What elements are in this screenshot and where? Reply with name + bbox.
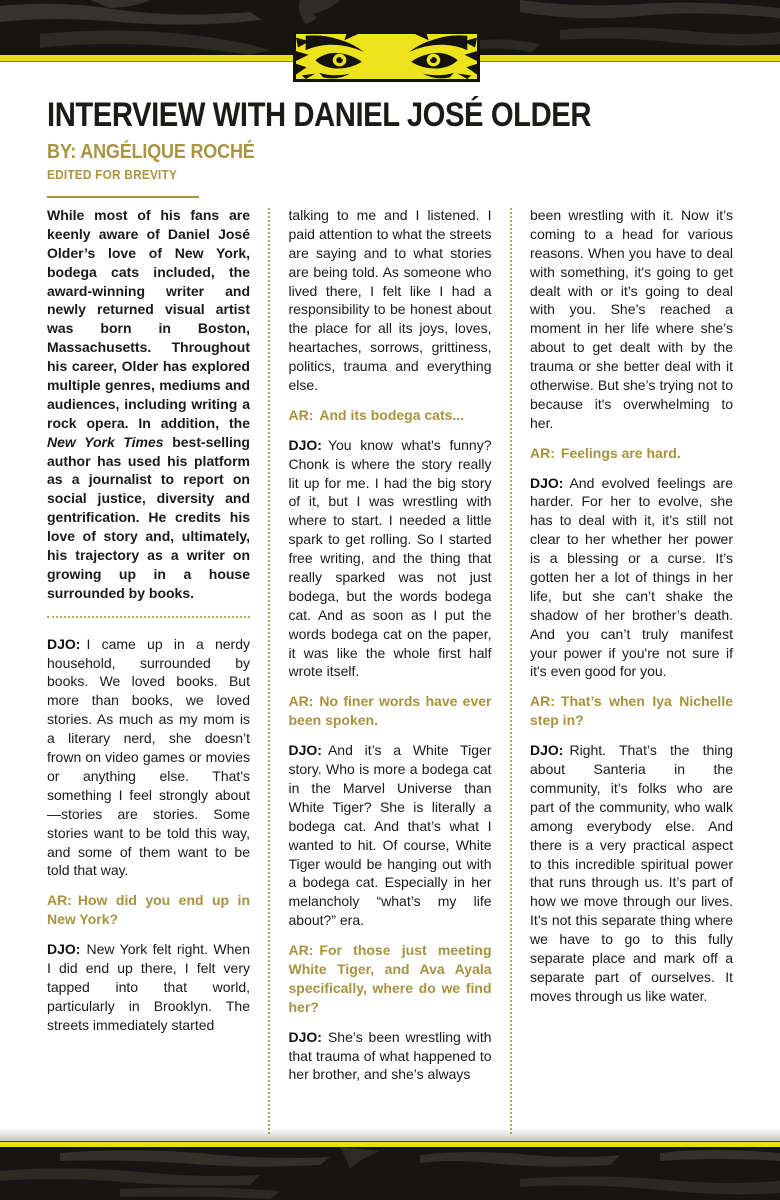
answer-text: been wrestling with it. Now it’s coming to a head for various reasons. When you have to deal with something, it's going to get dealt with or it’s going to deal with you. She’s reached a moment in her life where she’s about to get dealt with by the trauma or she better deal with it otherwise. But she’s trying not to because it's overwhelming to her. bbox=[530, 207, 733, 431]
speaker-label: DJO: bbox=[47, 635, 81, 652]
tiger-stripe-texture bbox=[0, 1147, 780, 1200]
answer-text: And evolved feelings are harder. For her to evolve, she has to deal with it, it’s still not clear to her whether her power is a blessing or a curse. It’s gotten her a lot of things in her life, but she can’t shake the shadow of her brother’s death. And you can’t truly manifest your power if you're not sure if it's even good for you. bbox=[530, 474, 733, 680]
footer-shadow bbox=[0, 1128, 780, 1141]
djo-answer bbox=[530, 741, 733, 1005]
question-text: Feelings are hard. bbox=[560, 444, 681, 461]
tiger-eyes-icon bbox=[296, 34, 477, 79]
edited-note: EDITED FOR BREVITY bbox=[47, 168, 178, 182]
byline: BY: ANGÉLIQUE ROCHÉ bbox=[47, 141, 255, 163]
answer-text: talking to me and I listened. I paid attention to what the streets are saying and to what stories are being told. As someone who lived there, I felt like I had a responsibility to be honest about the place for all its joys, loves, heartaches, sorrows, grittiness, politics, trauma and everything else. bbox=[288, 207, 492, 394]
djo-answer bbox=[47, 635, 250, 881]
page-title: INTERVIEW WITH DANIEL JOSÉ OLDER bbox=[47, 96, 592, 134]
djo-answer bbox=[289, 436, 492, 682]
column-3 bbox=[530, 206, 733, 1136]
speaker-label: AR: bbox=[288, 406, 314, 423]
answer-text: I came up in a nerdy household, surrounded by books. We loved books. But more than books, we loved stories. As much as my mom is a literary nerd, she doesn’t frown on video games or movies or anything else. That's something I feel strongly about—stories are stories. Some stories want to be told this way, and some of them want to be told that way. bbox=[47, 635, 250, 879]
speaker-label: DJO: bbox=[530, 742, 564, 759]
speaker-label: AR: bbox=[530, 444, 555, 461]
column-1 bbox=[47, 206, 250, 1136]
speaker-label: DJO: bbox=[47, 941, 81, 958]
speaker-label: DJO: bbox=[530, 474, 564, 491]
column-2 bbox=[289, 206, 492, 1136]
answer-text: You know what's funny? Chonk is where the story really lit up for me. I had the big story of it, but I was wrestling with where to start. I needed a little spark to get rolling. So I started free writing, and the thing that really sparked was not just bodega, but the words bodega cat. And as soon as I put the words bodega cat on the paper, it was like the whole first half wrote itself. bbox=[288, 436, 492, 680]
question-text: How did you end up in New York? bbox=[47, 892, 250, 928]
intro-italic-text: New York Times bbox=[47, 433, 164, 450]
djo-answer bbox=[530, 474, 733, 682]
intro-paragraph bbox=[47, 206, 250, 603]
speaker-label: AR: bbox=[47, 892, 72, 909]
speaker-label: AR: bbox=[530, 693, 555, 710]
ar-question bbox=[289, 692, 492, 730]
interview-article bbox=[47, 206, 733, 1136]
speaker-label: AR: bbox=[288, 942, 314, 959]
question-text: And its bodega cats... bbox=[319, 406, 465, 423]
speaker-label: DJO: bbox=[288, 742, 322, 759]
djo-answer bbox=[289, 1028, 492, 1085]
column-divider bbox=[268, 208, 270, 1134]
ar-question bbox=[289, 941, 492, 1017]
speaker-label: AR: bbox=[288, 693, 314, 710]
intro-text-cont: best-selling author has used his platform as a journalist to report on social justice, diversity and gentrification. He credits his love of story and, ultimately, his trajectory as a writer on growing up in a house surrounded by books. bbox=[47, 433, 250, 601]
question-text: That’s when Iya Nichelle step in? bbox=[530, 693, 733, 729]
title-rule bbox=[47, 196, 199, 198]
answer-text: She’s been wrestling with that trauma of what happened to her brother, and she’s always bbox=[288, 1028, 492, 1083]
djo-answer bbox=[47, 940, 250, 1034]
speaker-label: DJO: bbox=[288, 1028, 322, 1045]
question-text: No finer words have ever been spoken. bbox=[288, 693, 492, 729]
djo-answer-continued bbox=[289, 206, 492, 395]
footer-band bbox=[0, 1147, 780, 1200]
answer-text: Right. That’s the thing about Santeria in the community, it’s folks who are part of the community, who walk among everybody else. And there is a very practical aspect to this incredible spiritual power that runs through us. It’s part of how we move through our lives. It’s not this separate thing where we have to go to this fully separate place and mark off a separate part of ourselves. It moves through us like water. bbox=[530, 742, 733, 1004]
djo-answer-continued bbox=[530, 206, 733, 433]
answer-text: New York felt right. When I did end up there, I felt very tapped into that world, particularly in Brooklyn. The streets immediately started bbox=[47, 941, 250, 1033]
ar-question bbox=[530, 692, 733, 730]
ar-question bbox=[289, 406, 492, 425]
tiger-eyes-badge bbox=[293, 31, 480, 82]
section-divider bbox=[47, 616, 250, 618]
speaker-label: DJO: bbox=[288, 436, 322, 453]
title-block bbox=[47, 96, 680, 198]
djo-answer bbox=[289, 741, 492, 930]
ar-question bbox=[47, 891, 250, 929]
question-text: For those just meeting White Tiger, and Ava Ayala specifically, where do we find her? bbox=[288, 942, 492, 1015]
answer-text: And it’s a White Tiger story. Who is more a bodega cat in the Marvel Universe than White Tiger? She is literally a bodega cat. And that’s what I wanted to hit. Of course, White Tiger would be hanging out with a bodega cat. Especially in her melancholy “what’s my life about?” era. bbox=[288, 742, 492, 929]
intro-text: While most of his fans are keenly aware of Daniel José Older’s love of New York, bodega cats included, the award-winning writer and newly returned visual artist was born in Boston, Massachusetts. Throughout his career, Older has explored multiple genres, mediums and audiences, including writing a rock opera. In addition, the bbox=[47, 207, 250, 431]
ar-question bbox=[530, 444, 733, 463]
column-divider bbox=[510, 208, 512, 1134]
